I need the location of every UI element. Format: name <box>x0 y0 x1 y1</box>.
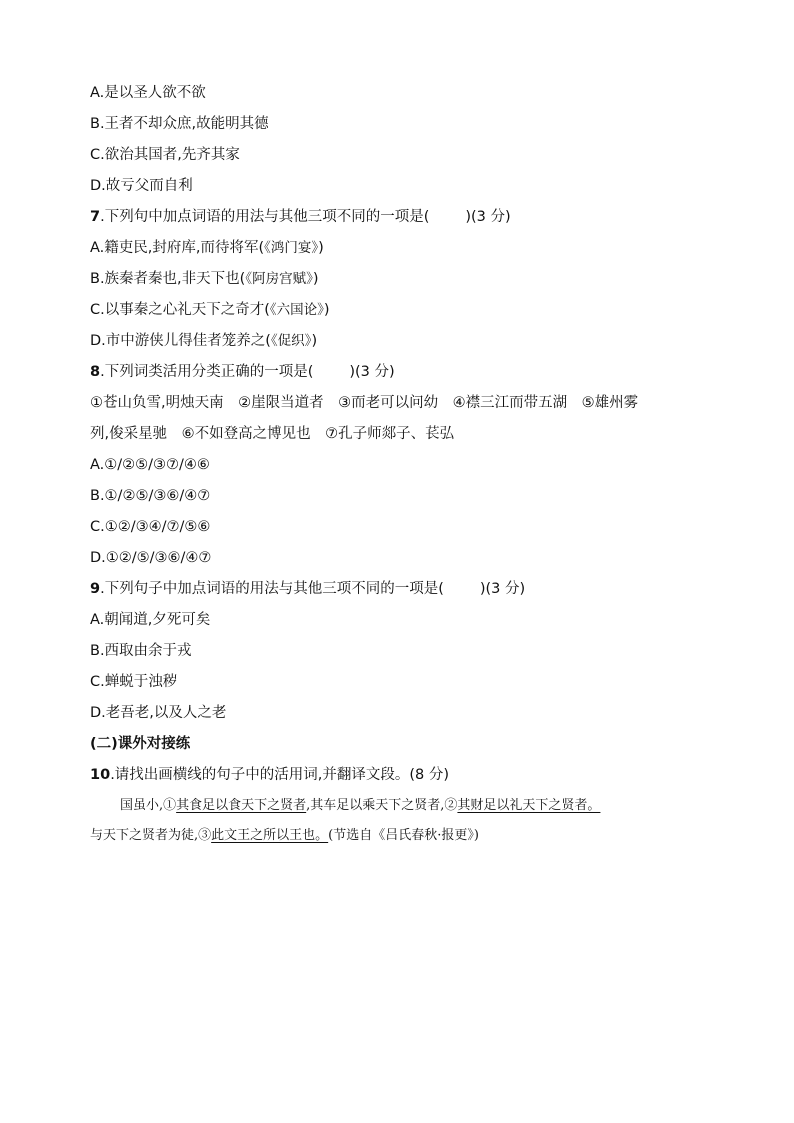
q7-option-d-source: 《促织》 <box>270 333 312 349</box>
q7-number: 7 <box>90 209 101 225</box>
q7-option-c-text: C.以事秦之心礼天下之奇才( <box>90 302 270 318</box>
q9-number: 9 <box>90 581 101 597</box>
q9-option-c: C.蝉蜕于浊秽 <box>90 674 178 690</box>
passage-line-1 <box>90 791 730 821</box>
q7-option-a-text: A.籍吏民,封府库,而待将军( <box>90 240 265 256</box>
q9-option-a: A.朝闻道,夕死可矣 <box>90 612 211 628</box>
passage-text: ,其车足以乘天下之贤者,② <box>306 798 458 813</box>
passage-text: 国虽小,① <box>120 798 177 813</box>
q9-option-d: D.老吾老,以及人之老 <box>90 705 227 721</box>
underlined-sentence-3: 此文王之所以王也。 <box>211 828 329 843</box>
close-paren: ) <box>323 302 330 318</box>
q9-score: )(3 分) <box>479 581 526 597</box>
q8-option-b: B.①/②⑤/③⑥/④⑦ <box>90 488 211 504</box>
q7-option-d-text: D.市中游侠儿得佳者笼养之( <box>90 333 271 349</box>
q8-option-c: C.①②/③④/⑦/⑤⑥ <box>90 519 211 535</box>
q6-option-b: B.王者不却众庶,故能明其德 <box>90 116 269 132</box>
q7-option-b-source: 《阿房宫赋》 <box>245 271 313 287</box>
q7-score: )(3 分) <box>465 209 511 225</box>
close-paren: ) <box>318 240 324 256</box>
passage-source: (节选自《吕氏春秋·报更》) <box>328 828 479 843</box>
q7-option-b <box>90 264 730 295</box>
q10-stem-text: .请找出画横线的句子中的活用词,并翻译文段。(8 分) <box>110 767 450 783</box>
close-paren: ) <box>312 271 319 287</box>
q6-option-a: A.是以圣人欲不欲 <box>90 85 206 101</box>
passage-line-2 <box>90 821 730 851</box>
q8-score: )(3 分) <box>349 364 395 380</box>
q7-stem-text: .下列句中加点词语的用法与其他三项不同的一项是( <box>100 209 430 225</box>
close-paren: ) <box>311 333 318 349</box>
passage-text: 与天下之贤者为徒,③ <box>90 828 212 843</box>
q7-option-d <box>90 326 730 357</box>
q8-items-line-1: ①苍山负雪,明烛天南 ②崖限当道者 ③而老可以问幼 ④襟三江而带五湖 ⑤雄州雾 <box>90 395 639 411</box>
document-page <box>90 78 730 851</box>
q6-option-c: C.欲治其国者,先齐其家 <box>90 147 240 163</box>
q9-stem <box>90 574 730 605</box>
q8-option-a: A.①/②⑤/③⑦/④⑥ <box>90 457 210 473</box>
q7-option-a <box>90 233 730 264</box>
q8-stem-text: .下列词类活用分类正确的一项是( <box>100 364 314 380</box>
section-heading: (二)课外对接练 <box>90 736 191 752</box>
q8-option-d: D.①②/⑤/③⑥/④⑦ <box>90 550 212 566</box>
q7-option-b-text: B.族秦者秦也,非天下也( <box>90 271 246 287</box>
q7-stem <box>90 202 730 233</box>
q7-option-c-source: 《六国论》 <box>269 302 324 318</box>
q10-stem <box>90 760 730 791</box>
q9-option-b: B.西取由余于戎 <box>90 643 192 659</box>
underlined-sentence-1: 其食足以食天下之贤者 <box>176 798 307 813</box>
q8-stem <box>90 357 730 388</box>
q10-number: 10 <box>90 767 111 783</box>
q6-option-d: D.故亏父而自利 <box>90 178 193 194</box>
underlined-sentence-2: 其财足以礼天下之贤者。 <box>457 798 601 813</box>
q8-items-line-2: 列,俊采星驰 ⑥不如登高之博见也 ⑦孔子师郯子、苌弘 <box>90 426 455 442</box>
q8-number: 8 <box>90 364 101 380</box>
q7-option-c <box>90 295 730 326</box>
q9-stem-text: .下列句子中加点词语的用法与其他三项不同的一项是( <box>100 581 444 597</box>
q7-option-a-source: 《鸿门宴》 <box>264 240 319 256</box>
